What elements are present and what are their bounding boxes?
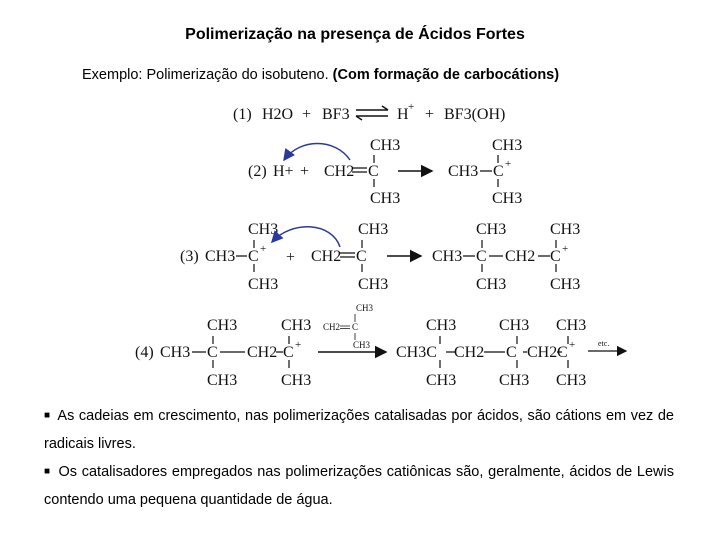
charge-plus: + xyxy=(260,243,267,255)
isobutene-c: C xyxy=(356,248,367,265)
electron-push-arrow xyxy=(284,144,350,161)
bullet-item xyxy=(44,458,674,514)
double-bond xyxy=(352,168,367,172)
methyl-top: CH3 xyxy=(492,137,523,154)
methyl-top: CH3 xyxy=(358,221,389,238)
reaction-scheme xyxy=(0,95,720,395)
monomer-above-arrow xyxy=(323,303,374,350)
methyl-top: CH3 xyxy=(499,317,530,334)
bullet-text: As cadeias em crescimento, nas polimerizações catalisadas por ácidos, são cátions em vez de radicais livres. xyxy=(44,408,674,452)
methyl-bottom: CH3 xyxy=(207,372,238,389)
chain-c: C xyxy=(476,248,487,265)
methyl-top: CH3 xyxy=(556,317,587,334)
step-label: (3) xyxy=(180,248,199,265)
electron-push-arrow xyxy=(272,227,340,247)
chain-start-ch3c: CH3C xyxy=(396,344,437,361)
chain-ch2: CH2 xyxy=(454,344,485,361)
chain-ch2: CH2 xyxy=(527,344,558,361)
monomer-ch2: CH2 xyxy=(323,322,341,332)
monomer-methyl-bottom: CH3 xyxy=(353,340,371,350)
plus-sign: + xyxy=(302,106,312,123)
double-bond xyxy=(340,326,350,329)
chain-ch2: CH2 xyxy=(505,248,536,265)
cation-c: C xyxy=(493,163,504,180)
example-text: Exemplo: Polimerização do isobuteno. xyxy=(82,67,329,83)
charge-plus: + xyxy=(505,158,512,170)
monomer-c: C xyxy=(352,322,359,332)
step1-proton: H xyxy=(397,106,409,123)
step-label: (2) xyxy=(248,163,267,180)
methyl-bottom: CH3 xyxy=(492,190,523,207)
equilibrium-arrowhead xyxy=(356,106,388,120)
methyl-bottom: CH3 xyxy=(281,372,312,389)
methyl-top: CH3 xyxy=(370,137,401,154)
proton: H+ xyxy=(273,163,294,180)
monomer-methyl-top: CH3 xyxy=(356,303,374,313)
cation-c: C xyxy=(557,344,568,361)
step-label: (1) xyxy=(233,106,252,123)
methyl-top: CH3 xyxy=(281,317,312,334)
isobutene-c: C xyxy=(368,163,379,180)
plus-sign: + xyxy=(286,249,296,266)
methyl-bottom: CH3 xyxy=(248,276,279,293)
step-label: (4) xyxy=(135,344,154,361)
slide-title: Polimerização na presença de Ácidos Fortes xyxy=(185,26,525,43)
methyl-top: CH3 xyxy=(426,317,457,334)
square-bullet-icon: ■ xyxy=(44,466,51,477)
plus-sign: + xyxy=(425,106,435,123)
methyl-top: CH3 xyxy=(248,221,279,238)
chain-start-ch3: CH3 xyxy=(160,344,191,361)
equilibrium-arrow xyxy=(356,110,388,116)
methyl-bottom: CH3 xyxy=(358,276,389,293)
methyl-bottom: CH3 xyxy=(550,276,581,293)
bullet-list xyxy=(44,402,674,514)
methyl-top: CH3 xyxy=(476,221,507,238)
charge-plus: + xyxy=(295,339,302,351)
cation-c: C xyxy=(550,248,561,265)
example-emphasis: (Com formação de carbocátions) xyxy=(332,67,560,83)
charge-plus: + xyxy=(408,101,415,113)
methyl-top: CH3 xyxy=(550,221,581,238)
example-caption xyxy=(82,67,559,83)
step1-bf3: BF3 xyxy=(322,106,350,123)
bullet-text: Os catalisadores empregados nas polimerizações catiônicas são, geralmente, ácidos de Lewis contendo uma pequena quantidade de água. xyxy=(44,464,675,508)
step1-water: H2O xyxy=(262,106,294,123)
isobutene-ch2: CH2 xyxy=(311,248,342,265)
step1-bf3oh: BF3(OH) xyxy=(444,106,506,123)
methyl-top: CH3 xyxy=(207,317,238,334)
plus-sign: + xyxy=(300,163,310,180)
cation-c: C xyxy=(248,248,259,265)
cation-ch3: CH3 xyxy=(205,248,236,265)
methyl-bottom: CH3 xyxy=(426,372,457,389)
step-4 xyxy=(135,303,626,389)
methyl-bottom: CH3 xyxy=(556,372,587,389)
product-ch3: CH3 xyxy=(432,248,463,265)
product-ch3: CH3 xyxy=(448,163,479,180)
charge-plus: + xyxy=(562,243,569,255)
chain-c: C xyxy=(207,344,218,361)
square-bullet-icon: ■ xyxy=(44,410,51,421)
chain-c: C xyxy=(506,344,517,361)
chain-ch2: CH2 xyxy=(247,344,278,361)
cation-c: C xyxy=(283,344,294,361)
methyl-bottom: CH3 xyxy=(370,190,401,207)
bullet-item xyxy=(44,402,674,458)
double-bond xyxy=(340,253,355,257)
step-3 xyxy=(180,221,580,293)
etc-label: etc. xyxy=(598,339,610,348)
charge-plus: + xyxy=(569,339,576,351)
step-2 xyxy=(248,137,522,207)
methyl-bottom: CH3 xyxy=(476,276,507,293)
isobutene-ch2: CH2 xyxy=(324,163,355,180)
step-1 xyxy=(233,101,505,123)
methyl-bottom: CH3 xyxy=(499,372,530,389)
